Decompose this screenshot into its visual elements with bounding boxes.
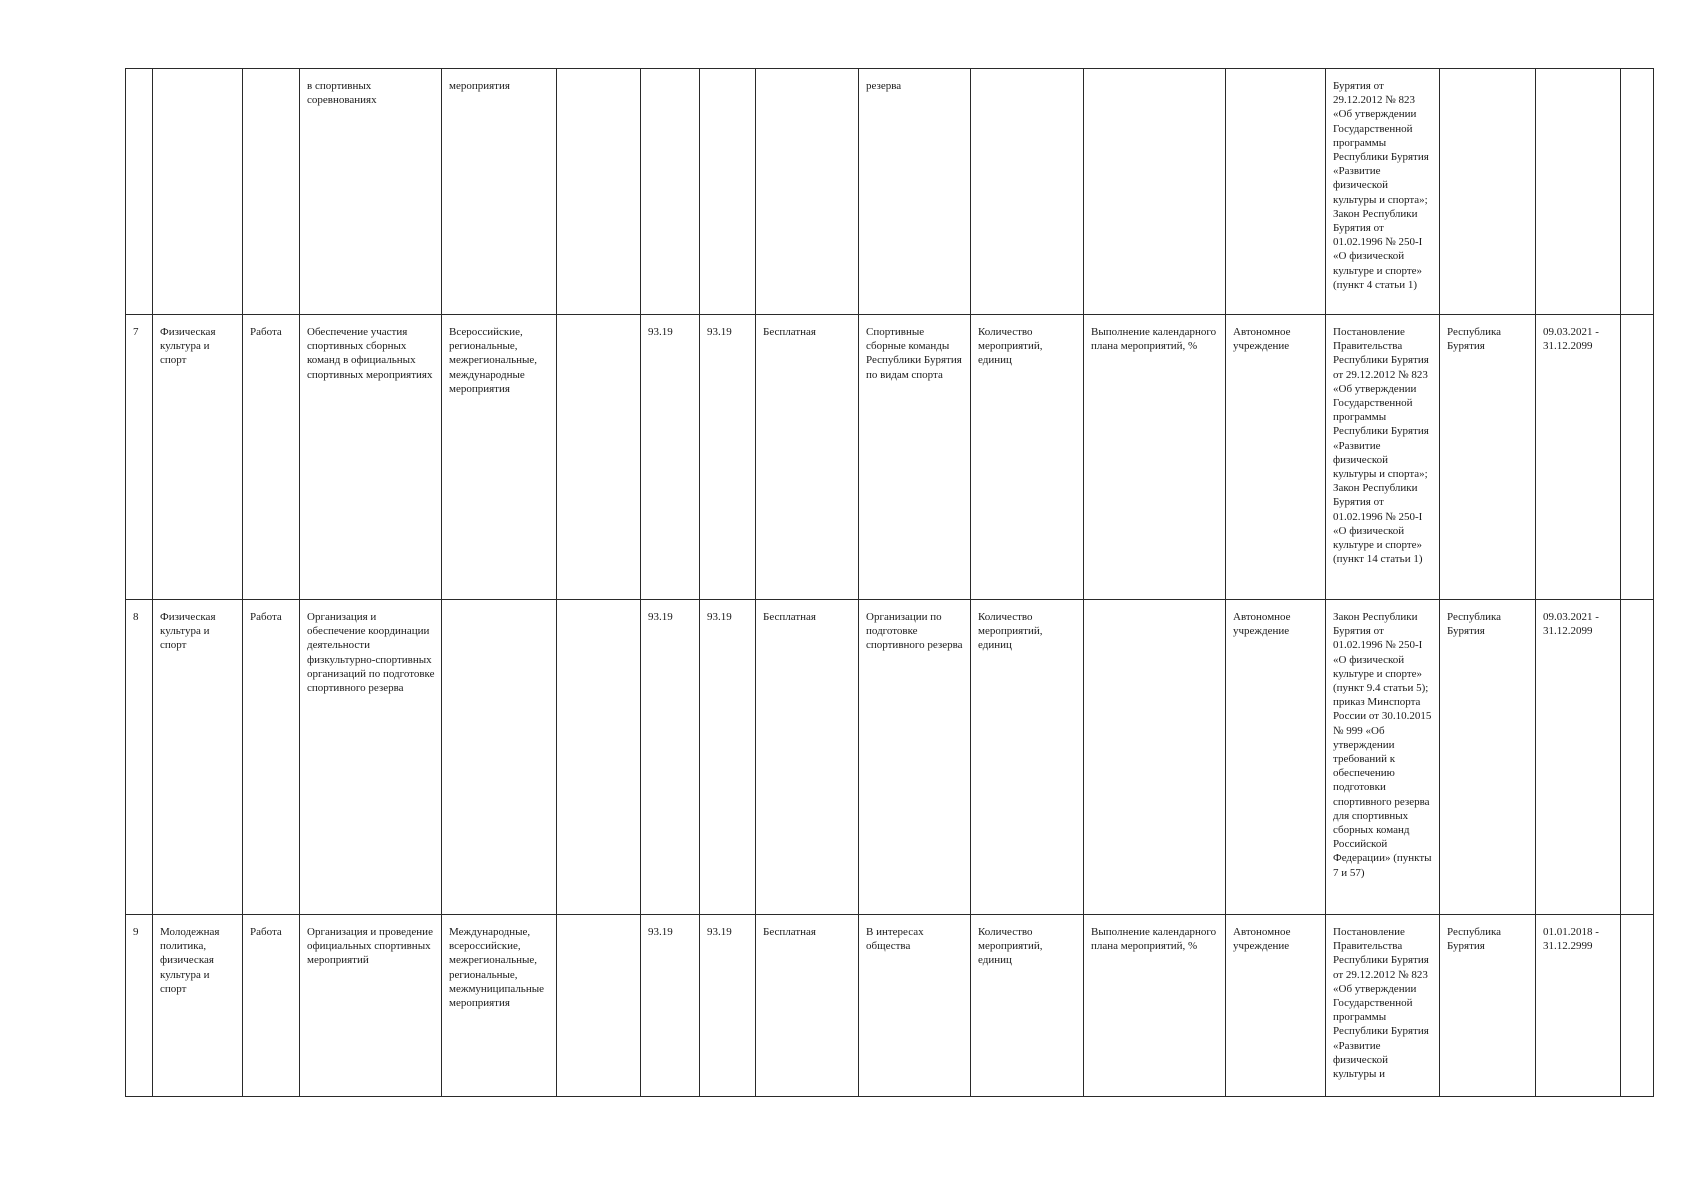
table-row bbox=[126, 915, 1654, 1097]
quality-indicator-cell: Выполнение календарного плана мероприятий, % bbox=[1084, 915, 1226, 1097]
institution-type-cell: Автономное учреждение bbox=[1226, 315, 1326, 600]
period-cell: 01.01.2018 - 31.12.2999 bbox=[1536, 915, 1621, 1097]
table-row bbox=[126, 315, 1654, 600]
terms-cell bbox=[557, 69, 641, 315]
institution-type-cell: Автономное учреждение bbox=[1226, 600, 1326, 915]
table-row bbox=[126, 600, 1654, 915]
quality-indicator-cell bbox=[1084, 600, 1226, 915]
terms-cell bbox=[557, 600, 641, 915]
sphere-cell: Физическая культура и спорт bbox=[153, 600, 243, 915]
consumers-cell: Организации по подготовке спортивного резерва bbox=[859, 600, 971, 915]
consumers-cell: В интересах общества bbox=[859, 915, 971, 1097]
institution-type-cell bbox=[1226, 69, 1326, 315]
terms-cell bbox=[557, 315, 641, 600]
consumers-cell: Спортивные сборные команды Республики Бурятия по видам спорта bbox=[859, 315, 971, 600]
payment-cell: Бесплатная bbox=[756, 600, 859, 915]
extra-cell bbox=[1621, 600, 1654, 915]
name-cell: Организация и обеспечение координации деятельности физкультурно-спортивных организаций по подготовке спортивного резерва bbox=[300, 600, 442, 915]
authority-cell: Республика Бурятия bbox=[1440, 315, 1536, 600]
table-row bbox=[126, 69, 1654, 315]
extra-cell bbox=[1621, 915, 1654, 1097]
volume-indicator-cell: Количество мероприятий, единиц bbox=[971, 600, 1084, 915]
period-cell: 09.03.2021 - 31.12.2099 bbox=[1536, 600, 1621, 915]
period-cell bbox=[1536, 69, 1621, 315]
payment-cell: Бесплатная bbox=[756, 915, 859, 1097]
legal-basis-cell: Постановление Правительства Республики Бурятия от 29.12.2012 № 823 «Об утверждении Государственной программы Республики Бурятия «Развитие физической культуры и спорта»; Закон Республики Бурятия от 01.02.1996 № 250-I «О физической культуре и спорте» (пункт 14 статьи 1) bbox=[1326, 315, 1440, 600]
row-number: 8 bbox=[126, 600, 153, 915]
name-cell: в спортивных соревнованиях bbox=[300, 69, 442, 315]
okved-cell bbox=[700, 69, 756, 315]
content-cell bbox=[442, 600, 557, 915]
sphere-cell: Физическая культура и спорт bbox=[153, 315, 243, 600]
content-cell: Международные, всероссийские, межрегиональные, региональные, межмуниципальные мероприятия bbox=[442, 915, 557, 1097]
institution-type-cell: Автономное учреждение bbox=[1226, 915, 1326, 1097]
sphere-cell bbox=[153, 69, 243, 315]
content-cell: Всероссийские, региональные, межрегиональные, международные мероприятия bbox=[442, 315, 557, 600]
terms-cell bbox=[557, 915, 641, 1097]
type-cell: Работа bbox=[243, 315, 300, 600]
authority-cell: Республика Бурятия bbox=[1440, 600, 1536, 915]
legal-basis-cell: Бурятия от 29.12.2012 № 823 «Об утверждении Государственной программы Республики Бурятия «Развитие физической культуры и спорта»; Закон Республики Бурятия от 01.02.1996 № 250-I «О физической культуре и спорте» (пункт 4 статьи 1) bbox=[1326, 69, 1440, 315]
period-cell: 09.03.2021 - 31.12.2099 bbox=[1536, 315, 1621, 600]
row-number: 7 bbox=[126, 315, 153, 600]
quality-indicator-cell bbox=[1084, 69, 1226, 315]
name-cell: Организация и проведение официальных спортивных мероприятий bbox=[300, 915, 442, 1097]
okved-cell: 93.19 bbox=[700, 915, 756, 1097]
okved-cell: 93.19 bbox=[700, 315, 756, 600]
okved-cell bbox=[641, 69, 700, 315]
type-cell: Работа bbox=[243, 915, 300, 1097]
registry-table bbox=[125, 68, 1654, 1097]
quality-indicator-cell: Выполнение календарного плана мероприятий, % bbox=[1084, 315, 1226, 600]
volume-indicator-cell bbox=[971, 69, 1084, 315]
legal-basis-cell: Постановление Правительства Республики Бурятия от 29.12.2012 № 823 «Об утверждении Государственной программы Республики Бурятия «Развитие физической культуры и bbox=[1326, 915, 1440, 1097]
volume-indicator-cell: Количество мероприятий, единиц bbox=[971, 915, 1084, 1097]
okved-cell: 93.19 bbox=[641, 915, 700, 1097]
volume-indicator-cell: Количество мероприятий, единиц bbox=[971, 315, 1084, 600]
payment-cell bbox=[756, 69, 859, 315]
extra-cell bbox=[1621, 315, 1654, 600]
legal-basis-cell: Закон Республики Бурятия от 01.02.1996 № 250-I «О физической культуре и спорте» (пункт 9.4 статьи 5); приказ Минспорта России от 30.10.2015 № 999 «Об утверждении требований к обеспечению подготовки спортивного резерва для спортивных сборных команд Российской Федерации» (пункты 7 и 57) bbox=[1326, 600, 1440, 915]
authority-cell: Республика Бурятия bbox=[1440, 915, 1536, 1097]
okved-cell: 93.19 bbox=[700, 600, 756, 915]
payment-cell: Бесплатная bbox=[756, 315, 859, 600]
authority-cell bbox=[1440, 69, 1536, 315]
extra-cell bbox=[1621, 69, 1654, 315]
okved-cell: 93.19 bbox=[641, 600, 700, 915]
consumers-cell: резерва bbox=[859, 69, 971, 315]
row-number: 9 bbox=[126, 915, 153, 1097]
type-cell bbox=[243, 69, 300, 315]
content-cell: мероприятия bbox=[442, 69, 557, 315]
type-cell: Работа bbox=[243, 600, 300, 915]
row-number bbox=[126, 69, 153, 315]
okved-cell: 93.19 bbox=[641, 315, 700, 600]
name-cell: Обеспечение участия спортивных сборных команд в официальных спортивных мероприятиях bbox=[300, 315, 442, 600]
sphere-cell: Молодежная политика, физическая культура и спорт bbox=[153, 915, 243, 1097]
